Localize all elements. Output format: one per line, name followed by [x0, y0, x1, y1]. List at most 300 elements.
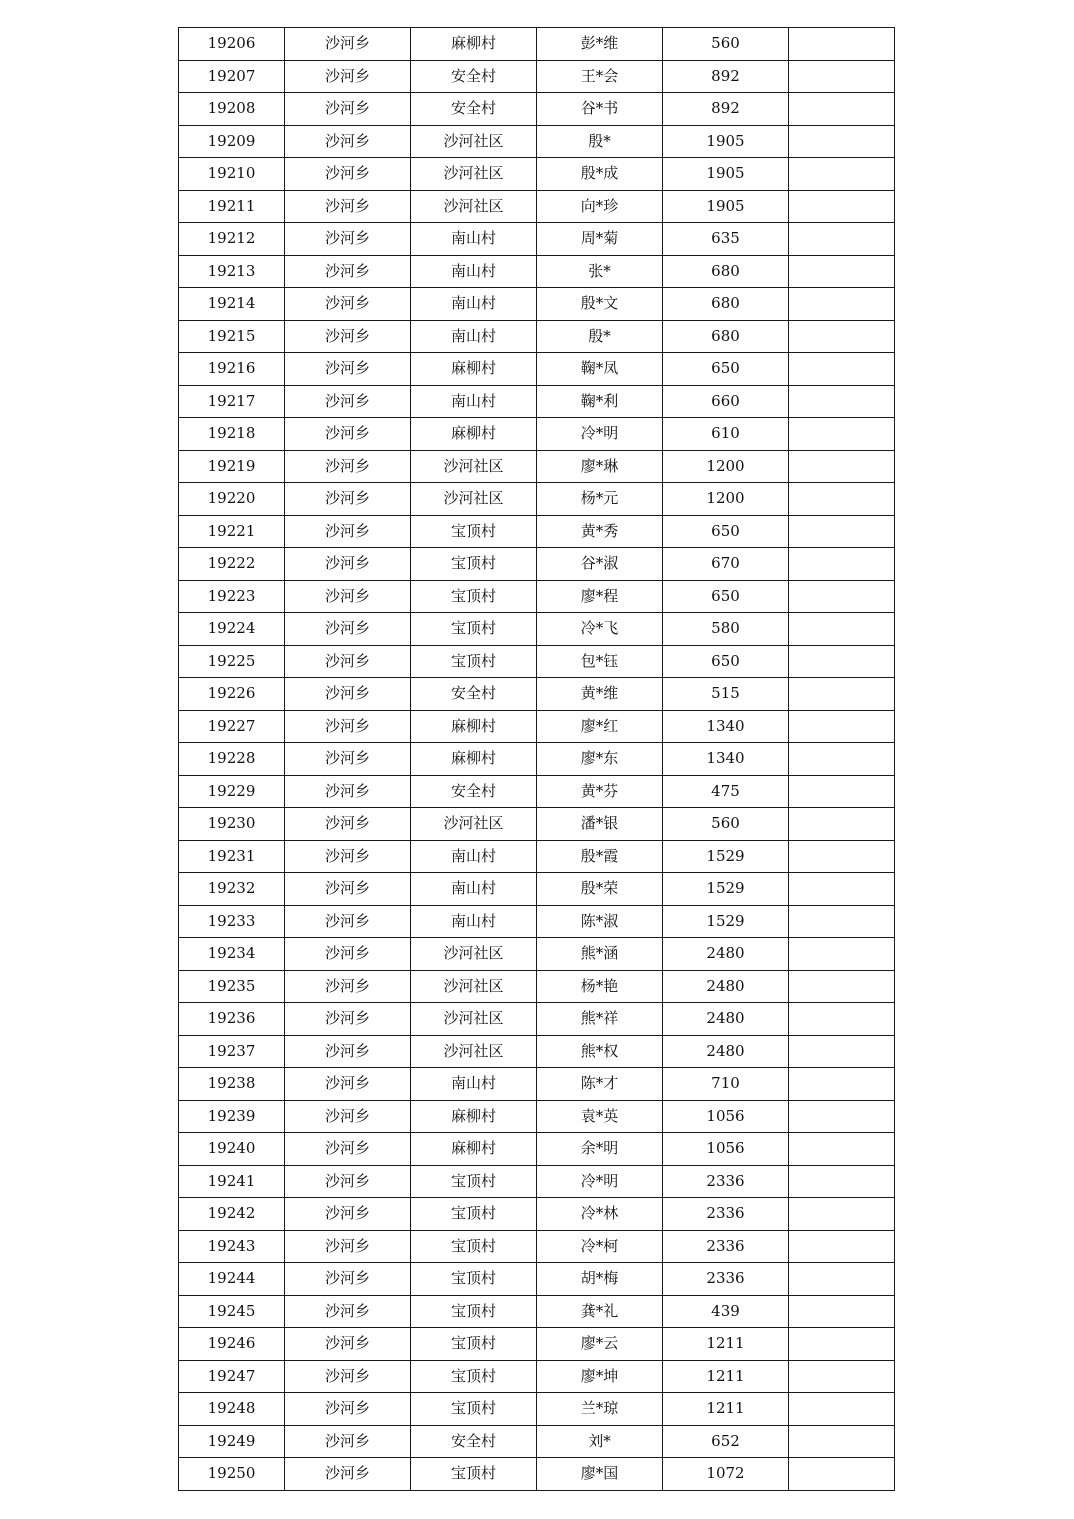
cell-name: 冷*林	[537, 1198, 663, 1231]
cell-id: 19232	[179, 873, 285, 906]
cell-amount: 1200	[663, 450, 789, 483]
table-row	[179, 450, 895, 483]
table-row	[179, 613, 895, 646]
cell-town: 沙河乡	[285, 1068, 411, 1101]
cell-village: 宝顶村	[411, 645, 537, 678]
cell-village: 沙河社区	[411, 1003, 537, 1036]
cell-id: 19217	[179, 385, 285, 418]
cell-amount: 650	[663, 515, 789, 548]
cell-id: 19230	[179, 808, 285, 841]
table-row	[179, 190, 895, 223]
cell-name: 陈*才	[537, 1068, 663, 1101]
cell-town: 沙河乡	[285, 190, 411, 223]
cell-name: 龚*礼	[537, 1295, 663, 1328]
cell-town: 沙河乡	[285, 1003, 411, 1036]
cell-village: 宝顶村	[411, 1230, 537, 1263]
cell-town: 沙河乡	[285, 938, 411, 971]
cell-town: 沙河乡	[285, 613, 411, 646]
cell-note	[789, 450, 895, 483]
cell-id: 19211	[179, 190, 285, 223]
table-row	[179, 93, 895, 126]
cell-town: 沙河乡	[285, 93, 411, 126]
cell-town: 沙河乡	[285, 970, 411, 1003]
cell-name: 熊*涵	[537, 938, 663, 971]
cell-amount: 560	[663, 808, 789, 841]
cell-town: 沙河乡	[285, 1198, 411, 1231]
cell-amount: 1211	[663, 1360, 789, 1393]
table-row	[179, 1230, 895, 1263]
cell-note	[789, 288, 895, 321]
cell-id: 19241	[179, 1165, 285, 1198]
cell-village: 南山村	[411, 1068, 537, 1101]
cell-name: 殷*文	[537, 288, 663, 321]
cell-amount: 670	[663, 548, 789, 581]
cell-amount: 2336	[663, 1165, 789, 1198]
table-row	[179, 905, 895, 938]
cell-id: 19223	[179, 580, 285, 613]
cell-note	[789, 938, 895, 971]
cell-note	[789, 515, 895, 548]
cell-amount: 1056	[663, 1133, 789, 1166]
cell-town: 沙河乡	[285, 483, 411, 516]
table-row	[179, 1295, 895, 1328]
cell-amount: 2480	[663, 938, 789, 971]
table-row	[179, 1458, 895, 1491]
cell-amount: 1529	[663, 905, 789, 938]
cell-name: 殷*	[537, 320, 663, 353]
cell-town: 沙河乡	[285, 710, 411, 743]
cell-village: 沙河社区	[411, 483, 537, 516]
cell-id: 19237	[179, 1035, 285, 1068]
cell-village: 沙河社区	[411, 190, 537, 223]
cell-amount: 475	[663, 775, 789, 808]
cell-note	[789, 1328, 895, 1361]
cell-town: 沙河乡	[285, 1133, 411, 1166]
cell-amount: 710	[663, 1068, 789, 1101]
table-row	[179, 710, 895, 743]
cell-id: 19233	[179, 905, 285, 938]
cell-town: 沙河乡	[285, 743, 411, 776]
cell-note	[789, 1458, 895, 1491]
cell-town: 沙河乡	[285, 1425, 411, 1458]
table-row	[179, 515, 895, 548]
table-row	[179, 255, 895, 288]
cell-name: 刘*	[537, 1425, 663, 1458]
cell-name: 杨*艳	[537, 970, 663, 1003]
cell-name: 殷*霞	[537, 840, 663, 873]
cell-note	[789, 1198, 895, 1231]
cell-id: 19231	[179, 840, 285, 873]
cell-name: 廖*云	[537, 1328, 663, 1361]
cell-name: 鞠*凤	[537, 353, 663, 386]
cell-town: 沙河乡	[285, 1328, 411, 1361]
cell-id: 19244	[179, 1263, 285, 1296]
cell-id: 19209	[179, 125, 285, 158]
cell-town: 沙河乡	[285, 1393, 411, 1426]
table-row	[179, 483, 895, 516]
cell-village: 宝顶村	[411, 1393, 537, 1426]
cell-town: 沙河乡	[285, 353, 411, 386]
table-row	[179, 1035, 895, 1068]
table-row	[179, 645, 895, 678]
table-row	[179, 1003, 895, 1036]
cell-note	[789, 645, 895, 678]
cell-town: 沙河乡	[285, 60, 411, 93]
cell-town: 沙河乡	[285, 1230, 411, 1263]
cell-id: 19227	[179, 710, 285, 743]
cell-town: 沙河乡	[285, 645, 411, 678]
data-table	[178, 27, 895, 1491]
cell-name: 兰*琼	[537, 1393, 663, 1426]
table-row	[179, 743, 895, 776]
cell-id: 19250	[179, 1458, 285, 1491]
cell-amount: 1056	[663, 1100, 789, 1133]
cell-id: 19222	[179, 548, 285, 581]
cell-town: 沙河乡	[285, 450, 411, 483]
cell-amount: 1211	[663, 1393, 789, 1426]
cell-note	[789, 158, 895, 191]
cell-amount: 650	[663, 645, 789, 678]
cell-amount: 680	[663, 255, 789, 288]
cell-name: 袁*英	[537, 1100, 663, 1133]
cell-village: 沙河社区	[411, 808, 537, 841]
table-row	[179, 158, 895, 191]
table-row	[179, 1198, 895, 1231]
cell-village: 沙河社区	[411, 450, 537, 483]
cell-id: 19215	[179, 320, 285, 353]
cell-note	[789, 743, 895, 776]
cell-amount: 652	[663, 1425, 789, 1458]
cell-id: 19225	[179, 645, 285, 678]
cell-amount: 635	[663, 223, 789, 256]
cell-name: 谷*淑	[537, 548, 663, 581]
cell-id: 19219	[179, 450, 285, 483]
cell-note	[789, 1425, 895, 1458]
cell-town: 沙河乡	[285, 580, 411, 613]
cell-amount: 650	[663, 353, 789, 386]
cell-note	[789, 418, 895, 451]
cell-note	[789, 1230, 895, 1263]
cell-town: 沙河乡	[285, 1100, 411, 1133]
cell-amount: 439	[663, 1295, 789, 1328]
cell-name: 张*	[537, 255, 663, 288]
cell-name: 王*会	[537, 60, 663, 93]
cell-town: 沙河乡	[285, 1360, 411, 1393]
table-row	[179, 808, 895, 841]
cell-amount: 2336	[663, 1230, 789, 1263]
cell-village: 沙河社区	[411, 125, 537, 158]
cell-village: 宝顶村	[411, 580, 537, 613]
cell-village: 麻柳村	[411, 743, 537, 776]
cell-note	[789, 223, 895, 256]
cell-town: 沙河乡	[285, 223, 411, 256]
cell-town: 沙河乡	[285, 28, 411, 61]
table-row	[179, 1165, 895, 1198]
cell-note	[789, 678, 895, 711]
cell-amount: 2480	[663, 1003, 789, 1036]
cell-id: 19218	[179, 418, 285, 451]
cell-town: 沙河乡	[285, 125, 411, 158]
cell-town: 沙河乡	[285, 418, 411, 451]
cell-note	[789, 1393, 895, 1426]
cell-name: 廖*坤	[537, 1360, 663, 1393]
cell-village: 南山村	[411, 288, 537, 321]
cell-amount: 1529	[663, 840, 789, 873]
cell-village: 安全村	[411, 1425, 537, 1458]
cell-id: 19249	[179, 1425, 285, 1458]
cell-village: 安全村	[411, 775, 537, 808]
cell-note	[789, 483, 895, 516]
cell-id: 19210	[179, 158, 285, 191]
cell-note	[789, 1360, 895, 1393]
cell-amount: 680	[663, 288, 789, 321]
table-row	[179, 678, 895, 711]
cell-amount: 660	[663, 385, 789, 418]
table-row	[179, 1100, 895, 1133]
cell-name: 鞠*利	[537, 385, 663, 418]
cell-town: 沙河乡	[285, 158, 411, 191]
table-row	[179, 1425, 895, 1458]
cell-note	[789, 840, 895, 873]
table-body	[179, 28, 895, 1491]
cell-village: 沙河社区	[411, 938, 537, 971]
cell-village: 安全村	[411, 678, 537, 711]
cell-village: 沙河社区	[411, 158, 537, 191]
table-row	[179, 320, 895, 353]
cell-note	[789, 1263, 895, 1296]
table-row	[179, 385, 895, 418]
cell-note	[789, 125, 895, 158]
table-row	[179, 775, 895, 808]
cell-village: 麻柳村	[411, 28, 537, 61]
cell-id: 19245	[179, 1295, 285, 1328]
cell-name: 陈*淑	[537, 905, 663, 938]
cell-id: 19246	[179, 1328, 285, 1361]
cell-amount: 1905	[663, 125, 789, 158]
cell-name: 周*菊	[537, 223, 663, 256]
cell-note	[789, 905, 895, 938]
table-row	[179, 840, 895, 873]
cell-town: 沙河乡	[285, 905, 411, 938]
cell-name: 包*钰	[537, 645, 663, 678]
cell-town: 沙河乡	[285, 515, 411, 548]
cell-id: 19248	[179, 1393, 285, 1426]
cell-name: 杨*元	[537, 483, 663, 516]
cell-village: 沙河社区	[411, 1035, 537, 1068]
cell-id: 19206	[179, 28, 285, 61]
cell-note	[789, 1295, 895, 1328]
cell-name: 廖*琳	[537, 450, 663, 483]
cell-note	[789, 710, 895, 743]
cell-village: 安全村	[411, 93, 537, 126]
cell-note	[789, 385, 895, 418]
cell-town: 沙河乡	[285, 1263, 411, 1296]
cell-village: 南山村	[411, 385, 537, 418]
cell-amount: 680	[663, 320, 789, 353]
cell-village: 麻柳村	[411, 353, 537, 386]
cell-note	[789, 1165, 895, 1198]
cell-amount: 2480	[663, 970, 789, 1003]
cell-name: 廖*国	[537, 1458, 663, 1491]
cell-village: 麻柳村	[411, 1100, 537, 1133]
cell-id: 19229	[179, 775, 285, 808]
cell-town: 沙河乡	[285, 808, 411, 841]
cell-name: 廖*红	[537, 710, 663, 743]
cell-note	[789, 873, 895, 906]
cell-name: 向*珍	[537, 190, 663, 223]
cell-note	[789, 548, 895, 581]
table-row	[179, 873, 895, 906]
cell-village: 宝顶村	[411, 548, 537, 581]
cell-note	[789, 1003, 895, 1036]
cell-name: 熊*权	[537, 1035, 663, 1068]
cell-village: 南山村	[411, 255, 537, 288]
cell-town: 沙河乡	[285, 1035, 411, 1068]
cell-name: 殷*成	[537, 158, 663, 191]
cell-note	[789, 808, 895, 841]
cell-village: 南山村	[411, 320, 537, 353]
cell-id: 19239	[179, 1100, 285, 1133]
cell-amount: 1905	[663, 190, 789, 223]
table-row	[179, 288, 895, 321]
cell-note	[789, 1068, 895, 1101]
cell-name: 殷*荣	[537, 873, 663, 906]
table-row	[179, 580, 895, 613]
cell-amount: 1340	[663, 710, 789, 743]
table-row	[179, 125, 895, 158]
table-row	[179, 970, 895, 1003]
table-row	[179, 60, 895, 93]
cell-town: 沙河乡	[285, 775, 411, 808]
cell-village: 宝顶村	[411, 1328, 537, 1361]
cell-village: 安全村	[411, 60, 537, 93]
cell-name: 廖*程	[537, 580, 663, 613]
table-row	[179, 1263, 895, 1296]
cell-name: 黄*秀	[537, 515, 663, 548]
cell-note	[789, 60, 895, 93]
cell-id: 19216	[179, 353, 285, 386]
cell-amount: 2336	[663, 1198, 789, 1231]
cell-amount: 580	[663, 613, 789, 646]
cell-amount: 1200	[663, 483, 789, 516]
cell-id: 19224	[179, 613, 285, 646]
table-row	[179, 1360, 895, 1393]
cell-id: 19221	[179, 515, 285, 548]
cell-name: 冷*飞	[537, 613, 663, 646]
cell-name: 潘*银	[537, 808, 663, 841]
cell-town: 沙河乡	[285, 1458, 411, 1491]
cell-id: 19234	[179, 938, 285, 971]
cell-id: 19220	[179, 483, 285, 516]
table-row	[179, 1068, 895, 1101]
cell-id: 19238	[179, 1068, 285, 1101]
cell-id: 19213	[179, 255, 285, 288]
cell-name: 冷*柯	[537, 1230, 663, 1263]
cell-id: 19235	[179, 970, 285, 1003]
cell-amount: 515	[663, 678, 789, 711]
cell-id: 19247	[179, 1360, 285, 1393]
cell-name: 冷*明	[537, 418, 663, 451]
cell-amount: 1211	[663, 1328, 789, 1361]
cell-village: 宝顶村	[411, 1458, 537, 1491]
cell-village: 沙河社区	[411, 970, 537, 1003]
table-row	[179, 353, 895, 386]
cell-village: 麻柳村	[411, 710, 537, 743]
cell-name: 熊*祥	[537, 1003, 663, 1036]
cell-village: 宝顶村	[411, 1295, 537, 1328]
cell-note	[789, 775, 895, 808]
cell-id: 19208	[179, 93, 285, 126]
cell-name: 殷*	[537, 125, 663, 158]
cell-town: 沙河乡	[285, 255, 411, 288]
cell-name: 廖*东	[537, 743, 663, 776]
cell-name: 黄*维	[537, 678, 663, 711]
cell-note	[789, 580, 895, 613]
cell-village: 南山村	[411, 905, 537, 938]
table-row	[179, 28, 895, 61]
cell-name: 谷*书	[537, 93, 663, 126]
cell-town: 沙河乡	[285, 678, 411, 711]
cell-town: 沙河乡	[285, 288, 411, 321]
table-row	[179, 938, 895, 971]
cell-note	[789, 1100, 895, 1133]
cell-note	[789, 1133, 895, 1166]
cell-id: 19226	[179, 678, 285, 711]
cell-village: 麻柳村	[411, 1133, 537, 1166]
cell-village: 宝顶村	[411, 613, 537, 646]
cell-note	[789, 255, 895, 288]
cell-amount: 650	[663, 580, 789, 613]
cell-name: 彭*维	[537, 28, 663, 61]
cell-amount: 560	[663, 28, 789, 61]
cell-village: 宝顶村	[411, 1360, 537, 1393]
table-row	[179, 548, 895, 581]
cell-village: 南山村	[411, 223, 537, 256]
cell-id: 19214	[179, 288, 285, 321]
cell-note	[789, 320, 895, 353]
cell-village: 南山村	[411, 873, 537, 906]
cell-village: 麻柳村	[411, 418, 537, 451]
cell-note	[789, 1035, 895, 1068]
cell-town: 沙河乡	[285, 1295, 411, 1328]
cell-note	[789, 353, 895, 386]
table-row	[179, 418, 895, 451]
cell-name: 黄*芬	[537, 775, 663, 808]
cell-name: 余*明	[537, 1133, 663, 1166]
cell-note	[789, 28, 895, 61]
cell-town: 沙河乡	[285, 1165, 411, 1198]
cell-id: 19228	[179, 743, 285, 776]
document-page	[178, 27, 894, 1491]
cell-village: 南山村	[411, 840, 537, 873]
cell-id: 19212	[179, 223, 285, 256]
table-row	[179, 1133, 895, 1166]
cell-amount: 2480	[663, 1035, 789, 1068]
cell-id: 19236	[179, 1003, 285, 1036]
cell-id: 19243	[179, 1230, 285, 1263]
cell-id: 19240	[179, 1133, 285, 1166]
cell-village: 宝顶村	[411, 1263, 537, 1296]
cell-town: 沙河乡	[285, 840, 411, 873]
cell-village: 宝顶村	[411, 1165, 537, 1198]
cell-amount: 2336	[663, 1263, 789, 1296]
cell-town: 沙河乡	[285, 873, 411, 906]
cell-amount: 1905	[663, 158, 789, 191]
cell-amount: 1529	[663, 873, 789, 906]
cell-village: 宝顶村	[411, 515, 537, 548]
cell-amount: 1072	[663, 1458, 789, 1491]
table-row	[179, 1328, 895, 1361]
